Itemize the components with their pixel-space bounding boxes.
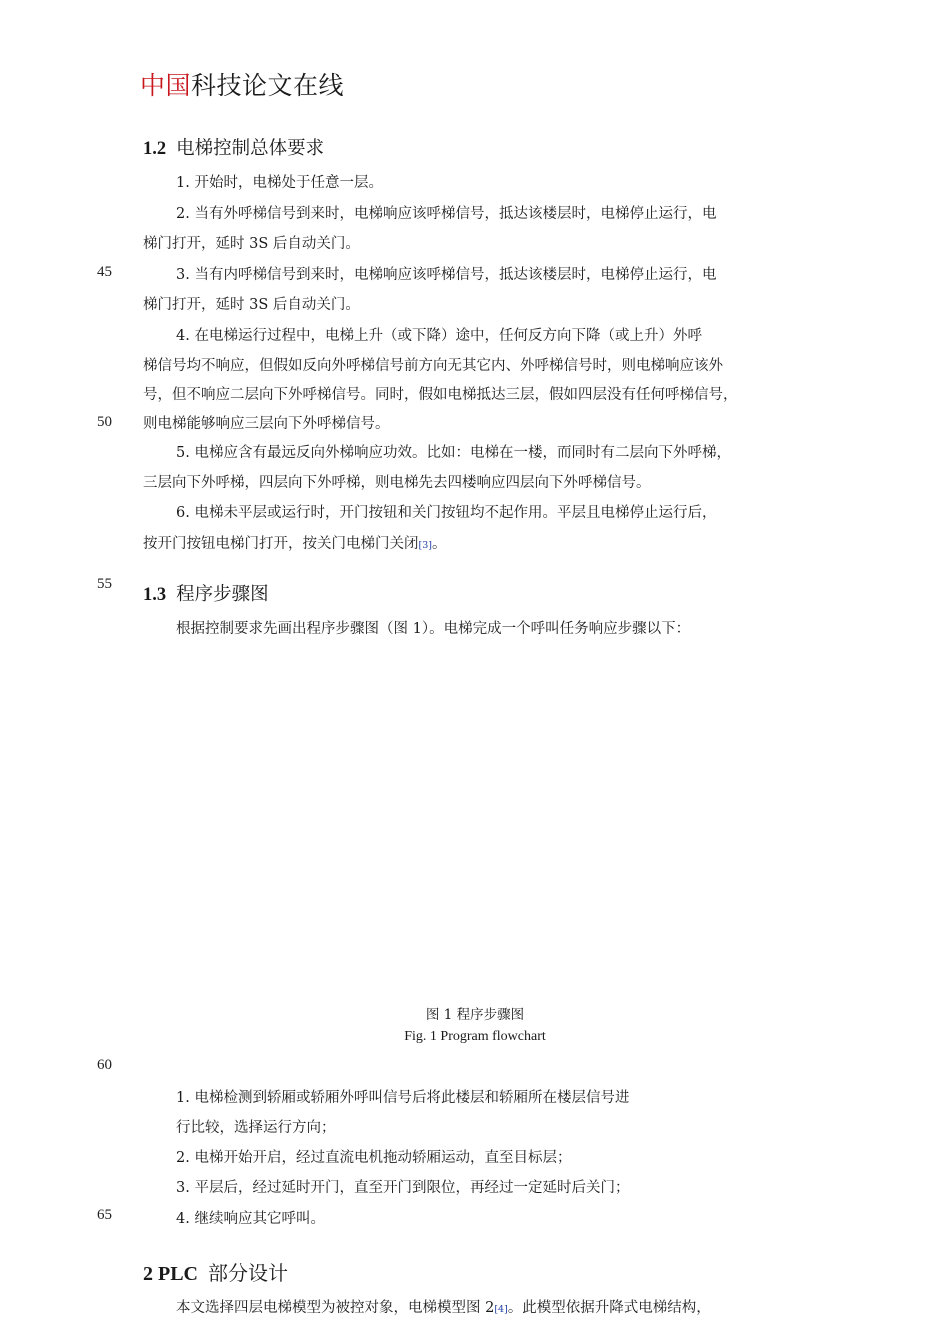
requirement-5-cont: 三层向下外呼梯，四层向下外呼梯，则电梯先去四楼响应四层向下外呼梯信号。 (143, 475, 651, 491)
section-heading-1-3 (143, 580, 269, 606)
figure-caption-en: Fig. 1 Program flowchart (404, 1029, 546, 1044)
step-1-cont: 行比较，选择运行方向； (176, 1120, 336, 1136)
requirement-3: 3. 当有内呼梯信号到来时，电梯响应该呼梯信号，抵达该楼层时，电梯停止运行，电 (176, 267, 717, 283)
requirement-6: 6. 电梯未平层或运行时，开门按钮和关门按钮均不起作用。平层且电梯停止运行后， (176, 505, 717, 521)
step-1: 1. 电梯检测到轿厢或轿厢外呼叫信号后将此楼层和轿厢所在楼层信号进 (176, 1090, 630, 1106)
section-number: 1.3 (143, 585, 167, 605)
journal-header (140, 66, 344, 102)
header-red-text: 中国 (140, 71, 192, 100)
line-number: 45 (97, 264, 112, 280)
figure-caption-cn: 图 1 程序步骤图 (425, 1007, 525, 1023)
requirement-6-text: 按开门按钮电梯门打开，按关门电梯门关闭 (143, 536, 419, 552)
line-number: 55 (97, 576, 112, 592)
requirement-4-cont: 则电梯能够响应三层向下外呼梯信号。 (143, 416, 390, 432)
section-heading-1-2 (143, 134, 324, 160)
period: 。 (431, 536, 447, 552)
step-4: 4. 继续响应其它呼叫。 (176, 1211, 325, 1227)
requirement-3-cont: 梯门打开，延时 3S 后自动关门。 (143, 297, 360, 313)
section-1-3-intro: 根据控制要求先画出程序步骤图（图 1）。电梯完成一个呼叫任务响应步骤以下： (176, 621, 691, 637)
requirement-2: 2. 当有外呼梯信号到来时，电梯响应该呼梯信号，抵达该楼层时，电梯停止运行，电 (176, 206, 717, 222)
section-number: 1.2 (143, 139, 167, 159)
section-2-intro-text: 本文选择四层电梯模型为被控对象，电梯模型图 2 (176, 1300, 495, 1316)
requirement-4: 4. 在电梯运行过程中，电梯上升（或下降）途中，任何反方向下降（或上升）外呼 (176, 328, 702, 344)
requirement-4-cont: 号，但不响应二层向下外呼梯信号。同时，假如电梯抵达三层，假如四层没有任何呼梯信号， (143, 387, 738, 403)
line-number: 50 (97, 414, 112, 430)
section-title: 部分设计 (208, 1261, 288, 1285)
requirement-5: 5. 电梯应含有最远反向外梯响应功效。比如：电梯在一楼，而同时有二层向下外呼梯， (176, 445, 731, 461)
section-2-intro (176, 1296, 711, 1317)
requirement-6-cont (143, 532, 446, 553)
requirement-4-cont: 梯信号均不响应，但假如反向外呼梯信号前方向无其它内、外呼梯信号时，则电梯响应该外 (143, 358, 723, 374)
header-black-text: 科技论文在线 (191, 71, 345, 100)
citation-link[interactable]: [3] (418, 540, 432, 551)
figure-placeholder (143, 650, 803, 990)
section-heading-2 (143, 1257, 288, 1286)
section-number: 2 PLC (143, 1263, 198, 1285)
citation-link[interactable]: [4] (494, 1304, 508, 1315)
step-3: 3. 平层后，经过延时开门，直至开门到限位，再经过一定延时后关门； (176, 1180, 630, 1196)
requirement-2-cont: 梯门打开，延时 3S 后自动关门。 (143, 236, 360, 252)
line-number: 65 (97, 1207, 112, 1223)
line-number: 60 (97, 1057, 112, 1073)
section-title: 程序步骤图 (176, 584, 269, 605)
requirement-1: 1. 开始时，电梯处于任意一层。 (176, 175, 383, 191)
step-2: 2. 电梯开始开启，经过直流电机拖动轿厢运动，直至目标层； (176, 1150, 572, 1166)
section-2-intro-text-end: 。此模型依据升降式电梯结构， (507, 1300, 711, 1316)
section-title: 电梯控制总体要求 (176, 138, 325, 159)
